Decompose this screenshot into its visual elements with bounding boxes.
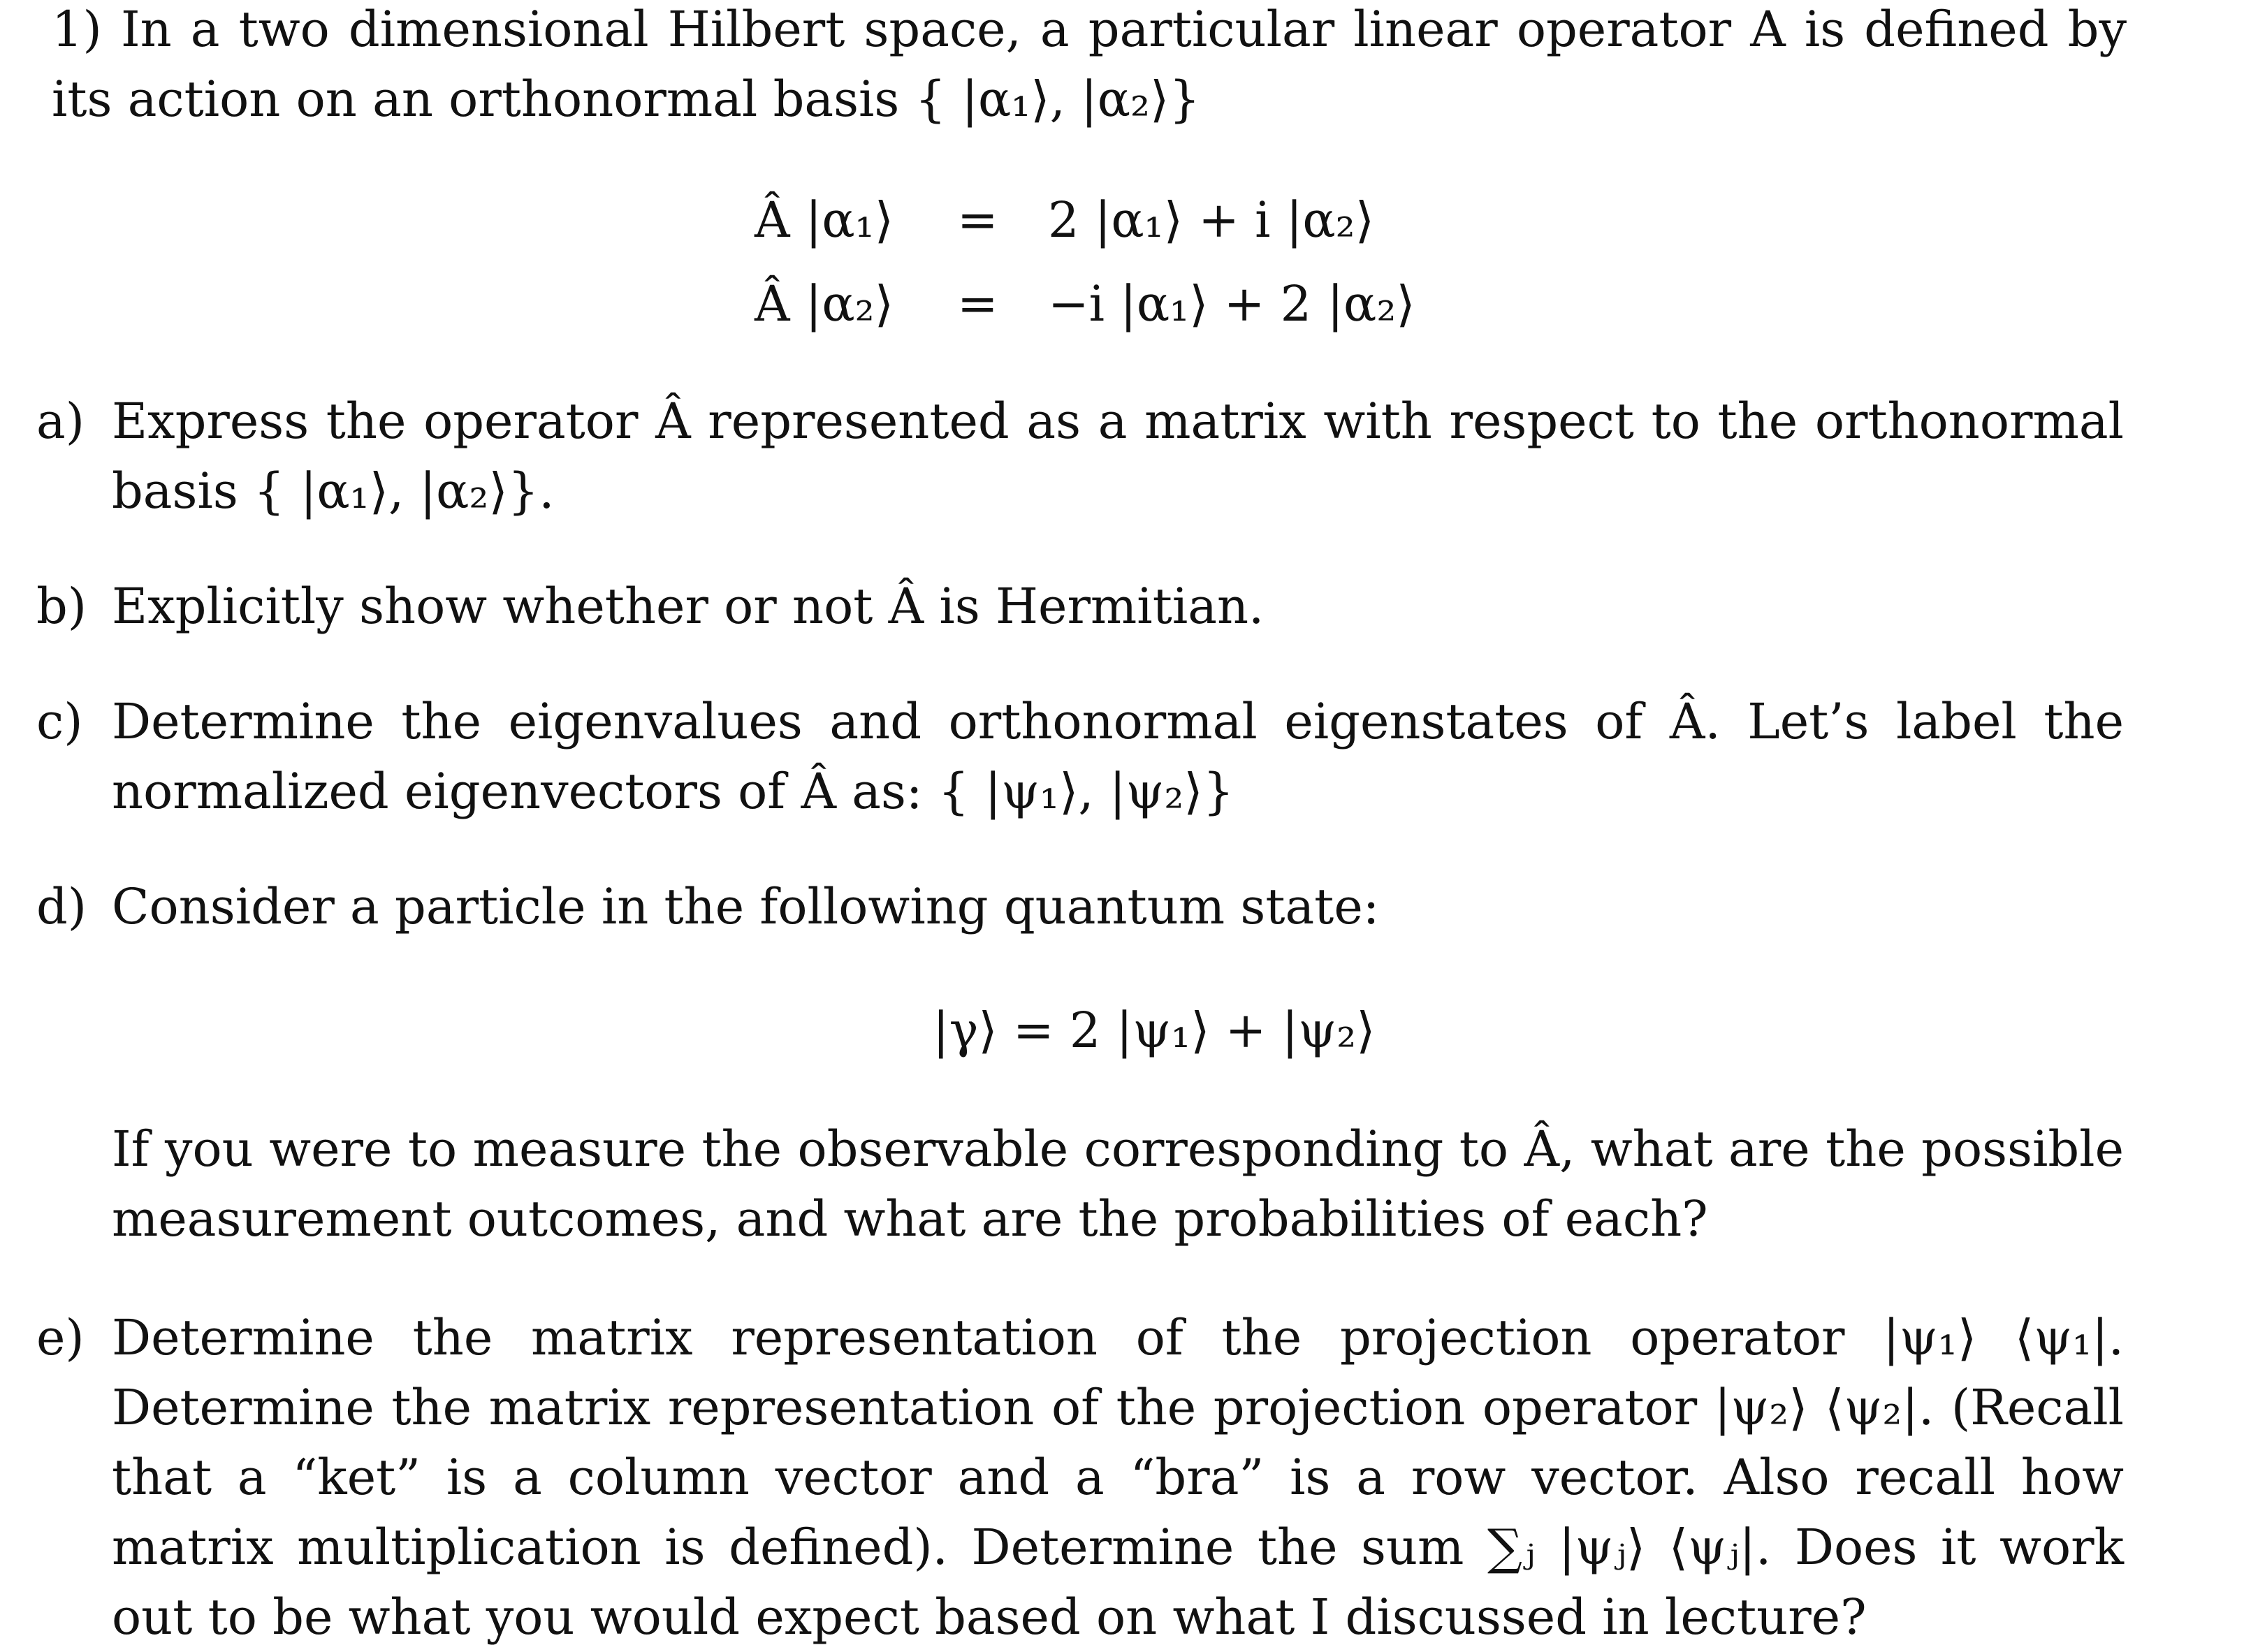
eq1-rhs: 2 |α₁⟩ + i |α₂⟩ bbox=[1048, 191, 1375, 249]
part-c bbox=[36, 687, 2124, 826]
part-b-text: Explicitly show whether or not Â is Hermitian. bbox=[112, 578, 1265, 635]
problem-intro: 1) In a two dimensional Hilbert space, a particular linear operator A is defined by its action on an orthonormal basis { |α₁⟩, |α₂⟩} bbox=[52, 1, 2127, 128]
part-c-label: c) bbox=[36, 693, 83, 750]
part-d bbox=[36, 872, 2124, 942]
part-a-text: Express the operator Â represented as a matrix with respect to the orthonormal basis { |α₁⟩, |α₂⟩}. bbox=[112, 393, 2124, 520]
eq2-lhs: Â |α₂⟩ bbox=[755, 275, 894, 332]
eq1-lhs: Â |α₁⟩ bbox=[755, 191, 894, 249]
part-d-label: d) bbox=[36, 878, 87, 935]
part-e-label: e) bbox=[36, 1309, 85, 1366]
part-b bbox=[36, 571, 2124, 641]
part-e bbox=[36, 1303, 2124, 1652]
eq2-rhs: −i |α₁⟩ + 2 |α₂⟩ bbox=[1048, 275, 1415, 332]
part-d-text: Consider a particle in the following quantum state: bbox=[112, 878, 1380, 935]
eq2-relation: = bbox=[957, 275, 998, 332]
part-c-text: Determine the eigenvalues and orthonormal eigenstates of Â. Let’s label the normalized eigenvectors of Â as: { |ψ₁⟩, |ψ₂⟩} bbox=[112, 693, 2124, 820]
state-equation: |γ⟩ = 2 |ψ₁⟩ + |ψ₂⟩ bbox=[933, 1002, 1376, 1059]
part-a bbox=[36, 386, 2124, 526]
part-b-label: b) bbox=[36, 578, 87, 635]
part-d-question: If you were to measure the observable corresponding to Â, what are the possible measurement outcomes, and what are the probabilities of each? bbox=[112, 1120, 2124, 1248]
part-e-text: Determine the matrix representation of the projection operator |ψ₁⟩ ⟨ψ₁|. Determine the matrix representation of the projection operator |ψ₂⟩ ⟨ψ₂|. (Recall that a “ket” is a column vector and a “bra” is a row vector. Also recall how matrix multiplication is defined). Determine the sum ∑ⱼ |ψⱼ⟩ ⟨ψⱼ|. Does it work out to be what you would expect based on what I discussed in lecture? bbox=[112, 1309, 2124, 1646]
part-a-label: a) bbox=[36, 393, 85, 450]
eq1-relation: = bbox=[957, 191, 998, 249]
